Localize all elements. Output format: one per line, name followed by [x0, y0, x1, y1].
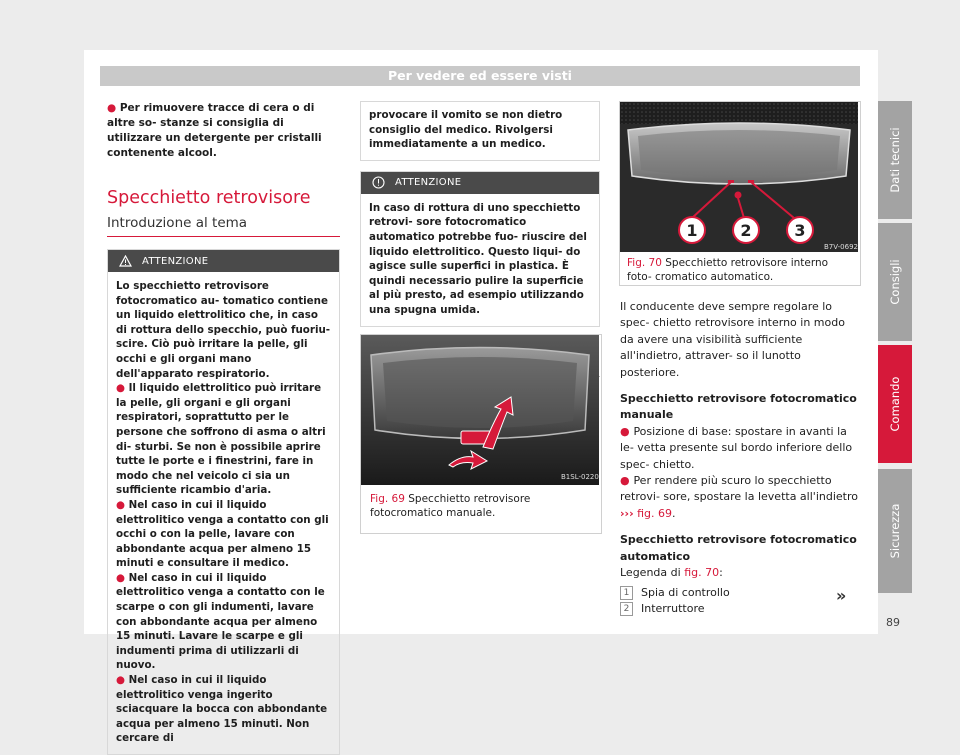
- legend-text: Spia di controllo: [641, 585, 730, 599]
- auto-heading: Specchietto retrovisore fotocromatico automatico: [620, 533, 857, 563]
- figure-69-image: [361, 335, 599, 485]
- page-header: Per vedere ed essere visti: [100, 66, 860, 86]
- tab-sicurezza[interactable]: [878, 469, 912, 593]
- callout-1: 1: [686, 221, 698, 240]
- warning-label: ATTENZIONE: [142, 255, 209, 267]
- tab-label: Dati tecnici: [888, 127, 902, 193]
- tab-label: Comando: [888, 376, 902, 432]
- section-rule: [107, 236, 340, 237]
- legend-number: 2: [620, 602, 633, 616]
- warning-continued-box: [360, 101, 600, 161]
- figure-caption-text: Specchietto retrovisore fotocromatico manuale.: [370, 493, 531, 519]
- link-arrow: ›››: [620, 506, 634, 520]
- figure-code: B1SL-0220: [561, 473, 599, 481]
- manual-mirror-illustration: [361, 335, 599, 485]
- figure-70-image: [620, 102, 858, 252]
- warning-header: [108, 250, 339, 272]
- warning-body: [108, 272, 339, 754]
- tab-label: Sicurezza: [888, 503, 902, 559]
- warning-box-1: [107, 249, 340, 755]
- automatic-mirror-illustration: [620, 102, 858, 252]
- figure-number: Fig. 70: [627, 257, 662, 269]
- warning-bullet: ● Nel caso in cui il liquido elettrolitico venga ingerito sciacquare la bocca con abbondante acqua per almeno 15 minuti. Non cercare di: [116, 674, 328, 745]
- tab-dati-tecnici[interactable]: [878, 101, 912, 219]
- warning-triangle-icon: [108, 255, 142, 267]
- warning-bullet: ● Nel caso in cui il liquido elettrolitico venga a contatto con le scarpe o con gli indumenti, lavare con abbondante acqua per almeno 15 minuti. Lavare le scarpe e gli indumenti prima di utilizzarli di nuovo.: [116, 571, 325, 672]
- tab-comando[interactable]: [878, 345, 912, 463]
- intro-bullet-text: Per rimuovere tracce di cera o di altre so- stanze si consiglia di utilizzare un detergente per cristalli contenente alcool.: [107, 102, 322, 159]
- warning-intro: Lo specchietto retrovisore fotocromatico au- tomatico contiene un liquido elettrolitico che, in caso di rottura dello specchio, può fuoriu- scire. Ciò può irritare la pelle, gli occhi e gli organi mano dell'apparato respiratorio.: [116, 280, 331, 380]
- section-title: Specchietto retrovisore: [107, 188, 311, 208]
- figure-70-caption: [627, 256, 853, 284]
- figure-caption-text: Specchietto retrovisore interno foto- cromatico automatico.: [627, 257, 829, 283]
- warning-bullet: ● Il liquido elettrolitico può irritare la pelle, gli organi e gli organi respiratori, soprattutto per le persone che soffrono di asma o altri di- sturbi. Se non è possibile aprire tutte le porte e i finestrini, fare in modo che nel veicolo ci sia un sufficiente ricambio d'aria.: [116, 382, 326, 497]
- callout-3: 3: [794, 221, 806, 240]
- manual-bullet-2: ● Per rendere più scuro lo specchietto retrovi- sore, spostare la levetta all'indietro ››› fig. 69.: [620, 474, 858, 520]
- column-right: [620, 299, 860, 617]
- tab-consigli[interactable]: [878, 223, 912, 341]
- callout-2: 2: [740, 221, 752, 240]
- legend-number: 1: [620, 586, 633, 600]
- legend-intro: Legenda di fig. 70:: [620, 566, 723, 580]
- warning-header: [361, 172, 599, 194]
- legend-item: [620, 601, 860, 617]
- intro-paragraph: Il conducente deve sempre regolare lo spec- chietto retrovisore interno in modo da avere una visibilità sufficiente all'indietro, attraver- so il lunotto posteriore.: [620, 300, 845, 379]
- manual-bullet-1: ● Posizione di base: spostare in avanti la le- vetta presente sul bordo inferiore dello spec- chietto.: [620, 424, 853, 471]
- fig-70-link[interactable]: fig. 70: [684, 566, 720, 580]
- warning-box-2: [360, 171, 600, 327]
- warning-continued-text: provocare il vomito se non dietro consiglio del medico. Rivolgersi immediatamente a un medico.: [369, 109, 563, 151]
- bullet-icon: ●: [107, 102, 117, 114]
- info-circle-icon: [361, 176, 395, 189]
- legend-item: [620, 585, 860, 601]
- tab-label: Consigli: [888, 259, 902, 305]
- page-number: 89: [886, 616, 900, 629]
- fig-69-link[interactable]: fig. 69: [637, 506, 673, 520]
- figure-69-caption: [370, 492, 592, 520]
- manual-heading: Specchietto retrovisore fotocromatico manuale: [620, 392, 857, 422]
- legend-text: Interruttore: [641, 601, 705, 615]
- section-subtitle: Introduzione al tema: [107, 215, 248, 231]
- figure-code: B7V-0692: [824, 243, 858, 251]
- warning-bullet: ● Nel caso in cui il liquido elettrolitico venga a contatto con gli occhi o con la pelle, lavare con abbondante acqua per almeno 15 minuti e consultare il medico.: [116, 498, 329, 570]
- column-left: [107, 101, 340, 755]
- figure-number: Fig. 69: [370, 493, 405, 505]
- intro-bullet: [107, 101, 340, 161]
- warning-body: In caso di rottura di uno specchietto retrovi- sore fotocromatico automatico potrebbe fuo- riuscire del liquido elettrolitico. Questo liqui- do agisce sulle superfici in plastica. È quindi necessario pulire la superficie al più presto, ad esempio utilizzando una spugna umida.: [369, 201, 587, 316]
- continue-arrow-icon: »: [836, 586, 847, 605]
- warning-label: ATTENZIONE: [395, 177, 462, 189]
